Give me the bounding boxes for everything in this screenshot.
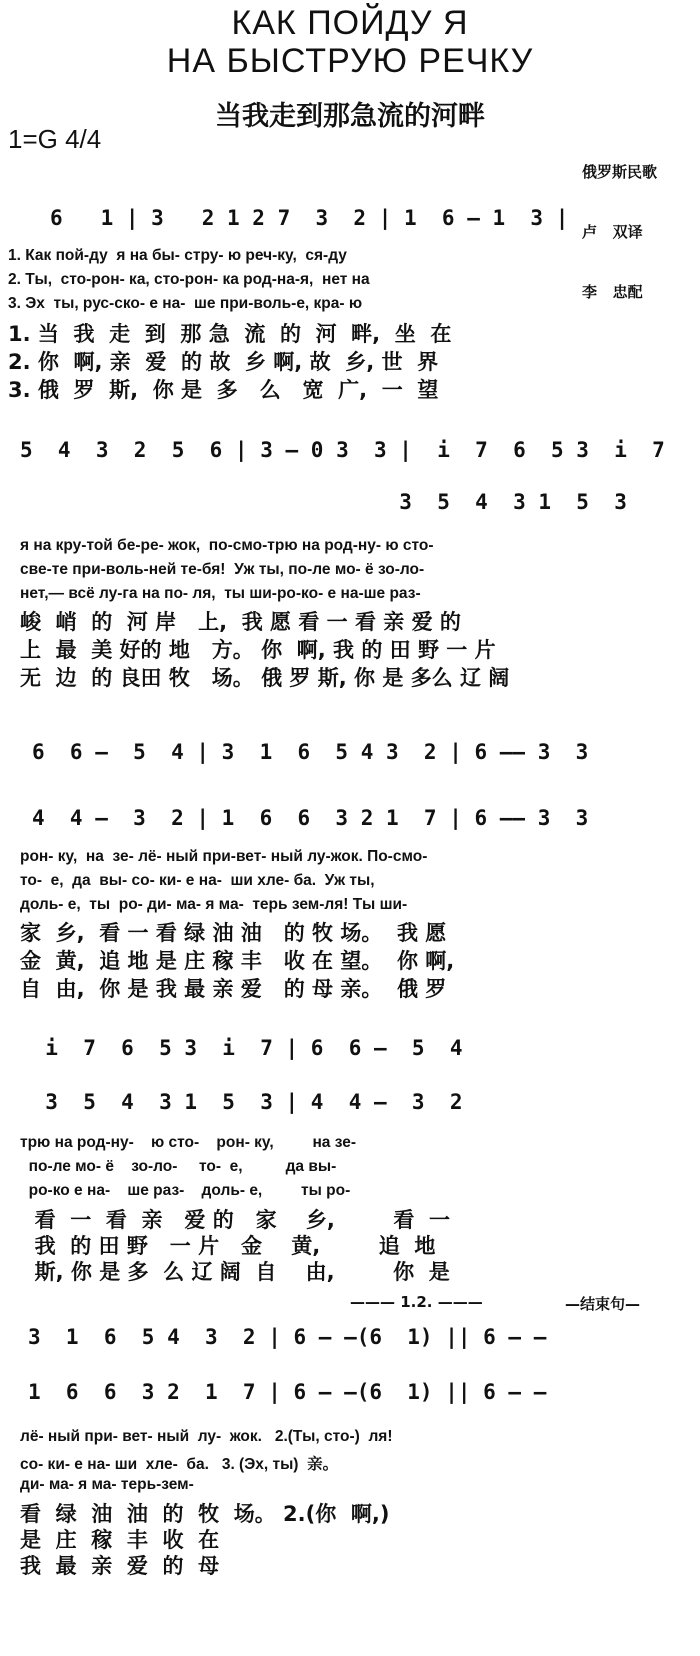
volta-label: ——— 1.2. ——— [350,1293,483,1311]
lyric-zh-verse3: 3. 俄 罗 斯, 你 是 多 么 宽 广, 一 望 [8,378,439,402]
lyric-ru-verse3: нет,— всё лу-га на по- ля, ты ши-ро-ко- е на-ше раз- [20,585,421,602]
lyric-zh-verse1: 看 绿 油 油 的 牧 场。 2.(你 啊,) [20,1502,390,1526]
melody-lower: 4 4 — 3 2 | 1 6 6 3 2 1 7 | 6 —— 3 3 [32,806,589,830]
melody-upper: 3 1 6 5 4 3 2 | 6 — —(6 1) || 6 — — [28,1325,547,1349]
title-russian-line1: КАК ПОЙДУ Я [231,4,469,42]
credit-translator: 卢 双译 [582,223,643,241]
lyric-zh-verse3: 我 最 亲 爱 的 母 [20,1554,220,1578]
lyric-ru-verse2: со- ки- е на- ши хле- ба. 3. (Эх, ты) 亲。 [20,1456,339,1473]
title-russian-line2: НА БЫСТРУЮ РЕЧКУ [166,42,534,80]
lyric-zh-verse2: 我 的 田 野 一 片 金 黄, 追 地 [20,1234,436,1258]
lyric-zh-verse2: 是 庄 稼 丰 收 在 [20,1528,220,1552]
melody-line: 6 1 | 3 2 1 2 7 3 2 | 1 6 — 1 3 | [50,206,569,230]
credits [582,122,657,322]
lyric-zh-verse2: 2. 你 啊, 亲 爱 的 故 乡 啊, 故 乡, 世 界 [8,350,439,374]
lyric-ru-verse3: ди- ма- я ма- терь-зем- [20,1476,194,1493]
lyric-zh-verse3: 自 由, 你 是 我 最 亲 爱 的 母 亲。 俄 罗 [20,977,447,1001]
melody-lower: 1 6 6 3 2 1 7 | 6 — —(6 1) || 6 — — [28,1380,547,1404]
lyric-ru-verse3: ро-ко е на- ше раз- доль- е, ты ро- [20,1182,351,1199]
lyric-ru-verse1: лё- ный при- вет- ный лу- жок. 2.(Ты, сто-) ля! [20,1428,393,1445]
lyric-zh-verse2: 金 黄, 追 地 是 庄 稼 丰 收 在 望。 你 啊, [20,949,455,973]
lyric-zh-verse3: 无 边 的 良田 牧 场。 俄 罗 斯, 你 是 多么 辽 阔 [20,666,510,690]
credit-arranger: 李 忠配 [582,283,643,301]
coda-label: —结束句— [565,1295,641,1313]
lyric-ru-verse2: све-те при-воль-ней те-бя! Уж ты, по-ле мо- ё зо-ло- [20,561,425,578]
title-chinese: 当我走到那急流的河畔 [215,101,485,132]
melody-upper: 5 4 3 2 5 6 | 3 — 0 3 3 | i 7 6 5 3 i 7 [20,438,665,462]
lyric-ru-verse3: доль- е, ты ро- ди- ма- я ма- терь зем-ля! Ты ши- [20,896,408,913]
lyric-zh-verse1: 峻 峭 的 河 岸 上, 我 愿 看 一 看 亲 爱 的 [20,610,461,634]
coda-text: 结束句 [580,1295,626,1313]
lyric-ru-verse2: по-ле мо- ё зо-ло- то- е, да вы- [20,1158,337,1175]
lyric-ru-verse2: 2. Ты, сто-рон- ка, сто-рон- ка род-на-я, нет на [8,271,370,288]
melody-upper: 6 6 — 5 4 | 3 1 6 5 4 3 2 | 6 —— 3 3 [32,740,589,764]
lyric-zh-verse1: 家 乡, 看 一 看 绿 油 油 的 牧 场。 我 愿 [20,921,447,945]
lyric-zh-verse1: 看 一 看 亲 爱 的 家 乡, 看 一 [20,1208,450,1232]
melody-lower: 3 5 4 3 1 5 3 [20,490,627,514]
melody-upper: i 7 6 5 3 i 7 | 6 6 — 5 4 [20,1036,463,1060]
lyric-ru-verse3: 3. Эх ты, рус-ско- е на- ше при-воль-е, кра- ю [8,295,363,312]
melody-lower: 3 5 4 3 1 5 3 | 4 4 — 3 2 [20,1090,463,1114]
key-signature: 1=G 4/4 [8,124,102,154]
lyric-ru-verse1: я на кру-той бе-ре- жок, по-смо-трю на род-ну- ю сто- [20,537,434,554]
lyric-zh-verse1: 1. 当 我 走 到 那 急 流 的 河 畔, 坐 在 [8,322,452,346]
credit-source: 俄罗斯民歌 [582,163,658,181]
lyric-zh-verse3: 斯, 你 是 多 么 辽 阔 自 由, 你 是 [20,1260,450,1284]
lyric-ru-verse1: 1. Как пой-ду я на бы- стру- ю реч-ку, ся-ду [8,247,347,264]
lyric-ru-verse1: рон- ку, на зе- лё- ный при-вет- ный лу-жок. По-смо- [20,848,428,865]
lyric-zh-verse2: 上 最 美 好的 地 方。 你 啊, 我 的 田 野 一 片 [20,638,496,662]
lyric-ru-verse1: трю на род-ну- ю сто- рон- ку, на зе- [20,1134,357,1151]
lyric-ru-verse2: то- е, да вы- со- ки- е на- ши хле- ба. Уж ты, [20,872,375,889]
volta-number: 1.2. [400,1293,433,1311]
